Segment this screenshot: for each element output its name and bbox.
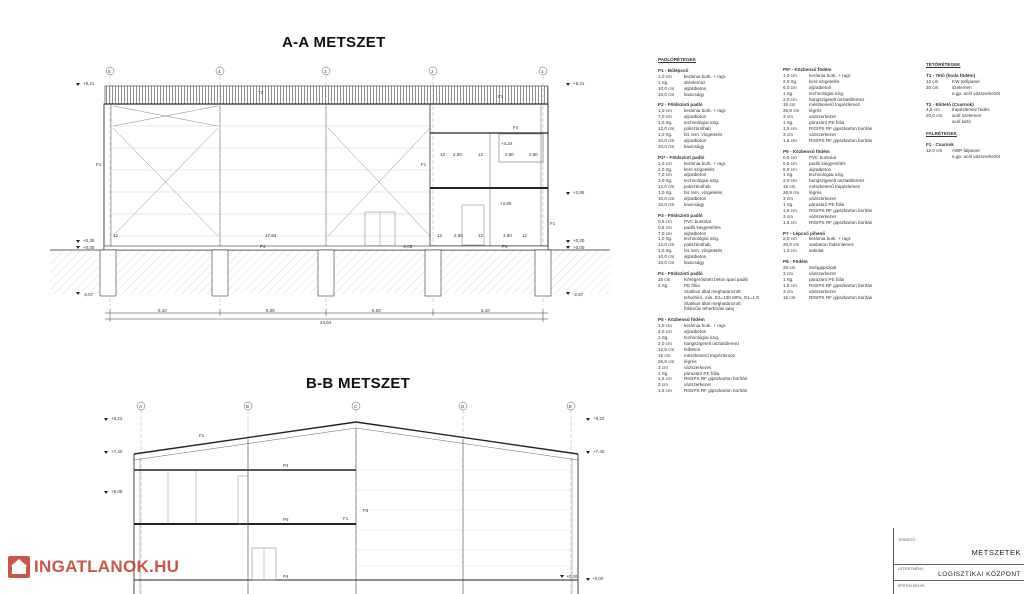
legend-thickness: 1,0 cm [783,248,797,254]
legend-row [926,119,1024,125]
legend-material: RIGIPS RF gipszkarton borítás [684,388,748,394]
legend-material: technológiai szig. [809,90,845,96]
legend-row [926,91,1024,97]
legend-thickness [658,306,684,312]
legend-thickness: 1,0 cm [658,160,672,166]
legend-material: drénlemez [684,79,706,85]
legend-section-title: P7 - Lépcső pihenő [783,230,826,236]
legend-material: vázszerkezet [684,382,711,388]
legend-material: PVC burkolat [684,218,712,224]
legend-thickness: 2,0 cm [658,340,672,346]
legend-row [658,260,778,266]
legend-thickness: 1,0 cm [658,108,672,114]
legend-material: bit. lem. vízgetetés [684,131,723,137]
legend-thickness: 26,8 cm [658,358,675,364]
dim-aa-inner-1: 12 [440,152,446,157]
legend-thickness: 2,0 cm [783,178,797,184]
level-bb-top: +9,22 [111,416,123,421]
legend-material: kavicságy [684,143,705,149]
legend-thickness: 1 rtg. [783,90,794,96]
legend-thickness: 1 rtg. [783,172,794,178]
legend-thickness: 1,0 cm [658,73,672,79]
legend-material: légrés [684,358,697,364]
room-aa-t2: T2 [258,90,264,95]
legend-thickness: 1,5 cm [783,207,797,213]
legend-thickness: 10,0 cm [658,143,675,149]
legend-material: polisztirolhab [684,242,711,248]
room-bb-f1: F1 [199,433,205,438]
legend-row [658,388,778,394]
room-bb-p4: P4 [283,463,289,468]
section-bb-labels [111,404,605,581]
legend-section-title: P3 - Földszinti padló [658,212,703,218]
legend-material: felbeton [684,346,701,352]
level-aa-foot-left: -2,57 [83,292,94,297]
legend-thickness: 4,0 cm [658,329,672,335]
legend-thickness: 2,0 cm [783,96,797,102]
house-logo-icon [8,556,30,578]
legend-material: Svéggipszpal [809,265,837,271]
legend-row [658,92,778,98]
legend-material: polisztirolhab [684,184,711,190]
legend-material: RIGIPS RF gipszkarton borítás [809,294,873,300]
legend-material: hangszigetelt úsztatólemez [809,96,865,102]
legend-material: aljzatbeton [684,254,707,260]
legend-thickness: 3 cm [783,213,793,219]
legend-thickness: 20,0 cm [926,113,943,119]
legend-material: bit. lem. vízgetetés [684,190,723,196]
room-aa-f4: F4 [513,125,519,130]
axis-bb-a: A [139,404,143,409]
dim-aa-inner-4: 2,80 [505,152,514,157]
legend-thickness: 12,0 cm [658,126,675,132]
legend-thickness: 4,5 cm [926,107,940,113]
legend-material: RIGIPS RF gipszkarton borítás [809,137,873,143]
legend-thickness: 7,0 cm [658,172,672,178]
legend-thickness: 26,8 cm [783,190,800,196]
dim-aa-inner-7: 12 [478,233,484,238]
legend-material: technológiai szig. [684,236,720,242]
legend-material: vázszerkezet [809,131,836,137]
legend-thickness: 15 cm [783,184,796,190]
legend-material: PVC burkolat [809,154,837,160]
legend-material: vázszerkezet [809,196,836,202]
level-bb-l3: +0,40 [566,574,578,579]
legend-thickness: 3 cm [783,131,793,137]
legend-material: trapézlemez fedés [952,107,990,113]
sheet-title: METSZETEK [971,548,1021,557]
level-aa-foot-right: -2,57 [573,292,584,297]
axis-aa-3: 3 [324,69,327,74]
room-aa-p4-right: P4 [502,244,508,249]
legend-material: technológiai szig. [684,335,720,341]
legend-material: kerámia burk. + ragr. [809,72,852,78]
legend-thickness: 10,0 cm [658,254,675,260]
legend-section-title: P1 - Bőlépcső [658,67,689,73]
legend-material: párazáró PE fólia [809,120,845,126]
legend-material: technológiai szig. [684,178,720,184]
legend-thickness: 20 cm [926,84,939,90]
room-bb-p5: P5 [283,517,289,522]
axis-bb-e: E [569,404,573,409]
axis-bb-c: C [354,404,358,409]
legend-material: kerámia burk. + ragr. [809,236,852,242]
legend-material: aljzatbeton [684,329,707,335]
legend-material: Statikus által meghatározott [684,288,741,294]
legend-material: aljzatbeton [684,172,707,178]
legend-material: párazáró PE fólia [809,201,845,207]
legend-material: RIGIPS RF gipszkarton borítás [809,126,873,132]
legend-thickness: 15 cm [783,102,796,108]
legend-thickness: 1,0 rtg. [658,120,673,126]
legend-material: mészkeserű trapézlemez [809,184,861,190]
legend-thickness: 0,5 cm [783,160,797,166]
legend-thickness: 3 cm [783,196,793,202]
legend-material: kerámia burk. + ragr. [684,73,727,79]
legend-material: kavicságy [684,91,705,97]
legend-thickness: 26,8 cm [783,108,800,114]
legend-material: e.gp. acél vázszerkezet [952,153,1001,159]
legend-thickness: 1,0 rtg. [658,248,673,254]
legend-thickness [926,119,952,125]
legend-row [658,144,778,150]
axis-aa-1: 1 [541,69,544,74]
legend-thickness: 0,5 cm [658,218,672,224]
legend-material: aljzatbeton [684,230,707,236]
legend-thickness: 1,0 rtg. [658,190,673,196]
room-aa-f1-right: F1 [550,221,556,226]
dim-aa-inner-3: 12 [478,152,484,157]
axis-aa-5: 5 [108,69,111,74]
legend-material: technológiai szig. [809,172,845,178]
dim-aa-inner-2: 2,90 [453,152,462,157]
legend-material: aljzatbeton [809,166,832,172]
legend-material: acél szelemen [952,113,982,119]
legend-thickness: 1,5 cm [783,282,797,288]
legend-thickness: 20,0 cm [783,242,800,248]
legend-thickness: 1 rtg. [783,276,794,282]
legend-thickness: 10,0 cm [658,137,675,143]
legend-section-title: F1 - Csarnok [926,142,954,148]
legend-material: KW tetőpanel [952,78,980,84]
legend-section-title: P5* - Közbenső födém [783,67,832,72]
legend-row [658,202,778,208]
dim-aa-3: 6,00 [372,308,381,313]
level-aa-base: -0,05 [402,244,413,249]
level-aa-zero-right: +0,30 [573,238,585,243]
legend-material: aljzatbeton [809,84,832,90]
legend-thickness: 6,0 cm [783,166,797,172]
legend-material: vázszerkezet [809,213,836,219]
axis-aa-4: 4 [218,69,221,74]
legend-material: Kéregerősített beton ipari padló [684,276,749,282]
level-bb-zero: +0,00 [592,576,604,581]
watermark [8,556,179,578]
legend-material: RIGIPS RF gipszkarton borítás [809,219,873,225]
legend-thickness: 3 cm [783,114,793,120]
axis-bb-d: D [461,404,465,409]
legend-thickness: 2,0 cm [783,236,797,242]
legend-material: RIGIPS RF gipszkarton borítás [684,376,748,382]
dim-aa-total: 24,64 [320,320,332,325]
legend-material: légrés [809,190,822,196]
legend-thickness: 1 rtg. [658,370,669,376]
legend-material: e.gp. acél vázszerkezet [952,90,1001,96]
title-block-owner-label: LÉTESÍTMÉNY: [898,567,924,571]
room-aa-f1-left: F1 [96,162,102,167]
legend-thickness: 12,0 cm [658,242,675,248]
legend-material: szelemen [952,84,972,90]
legend-section-title: P4 - Földszinti padló [658,271,703,276]
legend-thickness: 1,0 rtg. [658,236,673,242]
room-aa-f1-mid: F1 [421,162,427,167]
legend-floor-layers [658,57,778,394]
legend-material: aljzatbeton [684,85,707,91]
legend-thickness: 0,5 cm [783,154,797,160]
room-bb-f3: F3 [363,508,369,513]
level-aa-l3: +2,80 [500,201,512,206]
legend-material: vázszerkezet [809,114,836,120]
legend-thickness: 15 cm [658,352,671,358]
legend-thickness: 10,0 cm [658,91,675,97]
room-aa-p4-left: P4 [260,244,266,249]
legend-thickness: 1,5 cm [783,219,797,225]
legend-thickness: 1,5 cm [783,126,797,132]
legend-material: PE fólia [684,282,700,288]
legend-material: kavicságy [684,201,705,207]
legend-thickness: 1,0 cm [658,323,672,329]
level-aa-l2: +2,95 [573,190,585,195]
legend-roof-wall-layers [926,62,1024,160]
legend-material: acél tartó [952,119,971,125]
legend-material: aljzatbeton [684,137,707,143]
dim-aa-1: 6,10 [158,308,167,313]
legend-section-title: T2 - Előtető (Csarnok) [926,101,974,107]
legend-material: kerámia burk. + ragr. [684,160,727,166]
level-bb-l1: +7,40 [111,449,123,454]
level-aa-l1: +4,24 [501,141,513,146]
legend-thickness: 12,0 cm [658,184,675,190]
legend-material: mészkeserű trapézlemez [809,102,861,108]
legend-thickness: 1,0 rtg. [658,131,673,137]
level-aa-ground-left: +0,00 [83,245,95,250]
level-aa-top-left: +9,21 [83,81,95,86]
legend-section-title: P2 - Földszinti padló [658,102,703,108]
legend-material: AWP falpanel [952,147,980,153]
legend-section-title: P5 - Közbenső födém [658,317,705,323]
title-block-location-label: ÉPÍTÉSI HELYE: [898,584,926,588]
legend-thickness: 1 rtg. [783,201,794,207]
legend-material: aljzatbeton [684,114,707,120]
legend-material: vázszerkezet [684,364,711,370]
axis-bb-b: B [246,404,250,409]
legend-heading-walls: FALRÉTEGEK [926,131,957,137]
level-bb-l2: +5,08 [111,489,123,494]
legend-thickness: 1 rtg. [658,335,669,341]
legend-thickness: 2,0 rtg. [783,78,798,84]
legend-row [658,306,778,312]
legend-material: RIGIPS RF gipszkarton borítás [809,282,873,288]
legend-material: kerámia burk. + ragr. [684,108,727,114]
legend-thickness: 0,5 cm [658,224,672,230]
legend-thickness: 7,0 cm [658,230,672,236]
legend-material: kent szigetelés [809,78,840,84]
legend-material: párazáró PE fólia [684,370,720,376]
legend-row [783,248,908,254]
section-aa-title: A-A METSZET [282,34,386,51]
legend-thickness: 12,5 cm [658,346,675,352]
legend-material: teherbíró, min. E2=130 MPa, E1=1,9 [684,294,759,300]
section-aa-drawing [50,67,610,322]
legend-thickness: 3 cm [783,288,793,294]
level-aa-ground-right: +0,00 [573,245,585,250]
dim-aa-inner-6: 2,80 [454,233,463,238]
legend-heading-roof: TETŐRÉTEGEK [926,62,961,67]
legend-material: földművi teherbírási talaj [684,306,734,312]
axis-aa-2: 2 [431,69,434,74]
dim-aa-inner-10: 2,80 [529,152,538,157]
legend-thickness: 10,0 cm [658,260,675,266]
room-bb-f1b: F1 [343,516,349,521]
watermark-text: INGATLANOK.HU [34,557,180,576]
legend-thickness: 1,5 cm [658,376,672,382]
legend-material: mészkeserű trapézlemez [684,352,736,358]
dim-aa-inner-5: 12 [437,233,443,238]
legend-thickness: 15 cm [783,294,796,300]
legend-material: bit. lem. vízgetetés [684,248,723,254]
legend-section-title: T1 - Tető (hoda födém) [926,72,976,78]
legend-row [783,295,908,301]
legend-thickness: 1,0 rtg. [658,178,673,184]
legend-row [783,220,908,226]
level-aa-zero-left: +0,30 [83,238,95,243]
legend-material: kavicságy [684,260,705,266]
legend-thickness: 2,0 rtg. [658,166,673,172]
legend-thickness: 2 rtg. [658,282,669,288]
legend-material: Statikus által meghatározott [684,300,741,306]
legend-thickness: 1 rtg. [783,120,794,126]
legend-row [926,154,1024,160]
legend-material: hangszigetelt úsztatólemez [809,178,865,184]
legend-thickness [926,91,952,97]
level-aa-top-right: +9,21 [573,81,585,86]
legend-thickness: 1,5 cm [783,137,797,143]
legend-thickness: 1,5 cm [658,388,672,394]
legend-material: párazáró PE fólia [809,276,845,282]
legend-floor-layers-2 [783,62,908,301]
legend-thickness: 25 cm [783,265,796,271]
legend-thickness: 10,0 cm [658,201,675,207]
legend-material: vázszerkezet [809,288,836,294]
legend-thickness: 7,0 cm [658,114,672,120]
legend-row [783,138,908,144]
dim-aa-inner-8: 3,90 [503,233,512,238]
legend-heading: PADLÓRÉTEGEK [658,57,696,62]
legend-material: padló kiegyenlítés [809,160,846,166]
legend-thickness: 10,0 cm [658,85,675,91]
legend-material: kent szigetelés [684,166,715,172]
legend-section-title: P2* - Földszinti padló [658,154,705,160]
section-bb-title: B-B METSZET [306,375,411,392]
dim-aa-inner-12: 17,93 [265,233,277,238]
legend-material: vasbeton födémlemez [809,242,854,248]
room-bb-p4b: P4 [283,574,289,579]
legend-thickness: 12 cm [926,78,939,84]
legend-thickness: 1 rtg. [658,79,669,85]
legend-material: padló kiegyenlítés [684,224,721,230]
room-aa-f1-roof: F1 [498,94,504,99]
legend-thickness: 10,0 cm [658,196,675,202]
legend-section-title: P6 - Közbenső födém [783,148,830,154]
project-name: LOGISZTIKAI KÖZPONT [938,571,1021,578]
legend-section-title: P8 - Födém [783,259,808,265]
legend-material: hangszigetelt úsztatólemez [684,340,740,346]
dim-aa-inner-9: 12 [522,233,528,238]
legend-material: légrés [809,108,822,114]
legend-material: technológiai szig. [684,120,720,126]
level-bb-right-l1: +7,40 [593,449,605,454]
legend-material: vázszerkezet [809,271,836,276]
legend-thickness: 12,0 cm [926,147,943,153]
level-bb-right-top: +9,22 [593,416,605,421]
legend-thickness [926,154,952,160]
legend-material: kerámia burk. + ragr. [684,323,727,329]
legend-material: polisztirolhab [684,126,711,132]
legend-thickness: 25 cm [658,276,671,282]
legend-thickness: 3 cm [658,382,668,388]
legend-material: vakolat [809,248,824,254]
legend-thickness: 6,0 cm [783,84,797,90]
dim-aa-inner-11: 12 [113,233,119,238]
dim-aa-4: 6,10 [481,308,490,313]
legend-material: RIGIPS RF gipszkarton borítás [809,207,873,213]
dim-aa-2: 6,05 [266,308,275,313]
title-block-designer-label: TERVEZŐ: [898,538,916,542]
title-block [893,528,1024,594]
legend-thickness: 3 cm [658,364,668,370]
legend-material: aljzatbeton [684,196,707,202]
legend-thickness: 3 cm [783,271,793,276]
legend-thickness: 1,0 cm [783,72,797,78]
